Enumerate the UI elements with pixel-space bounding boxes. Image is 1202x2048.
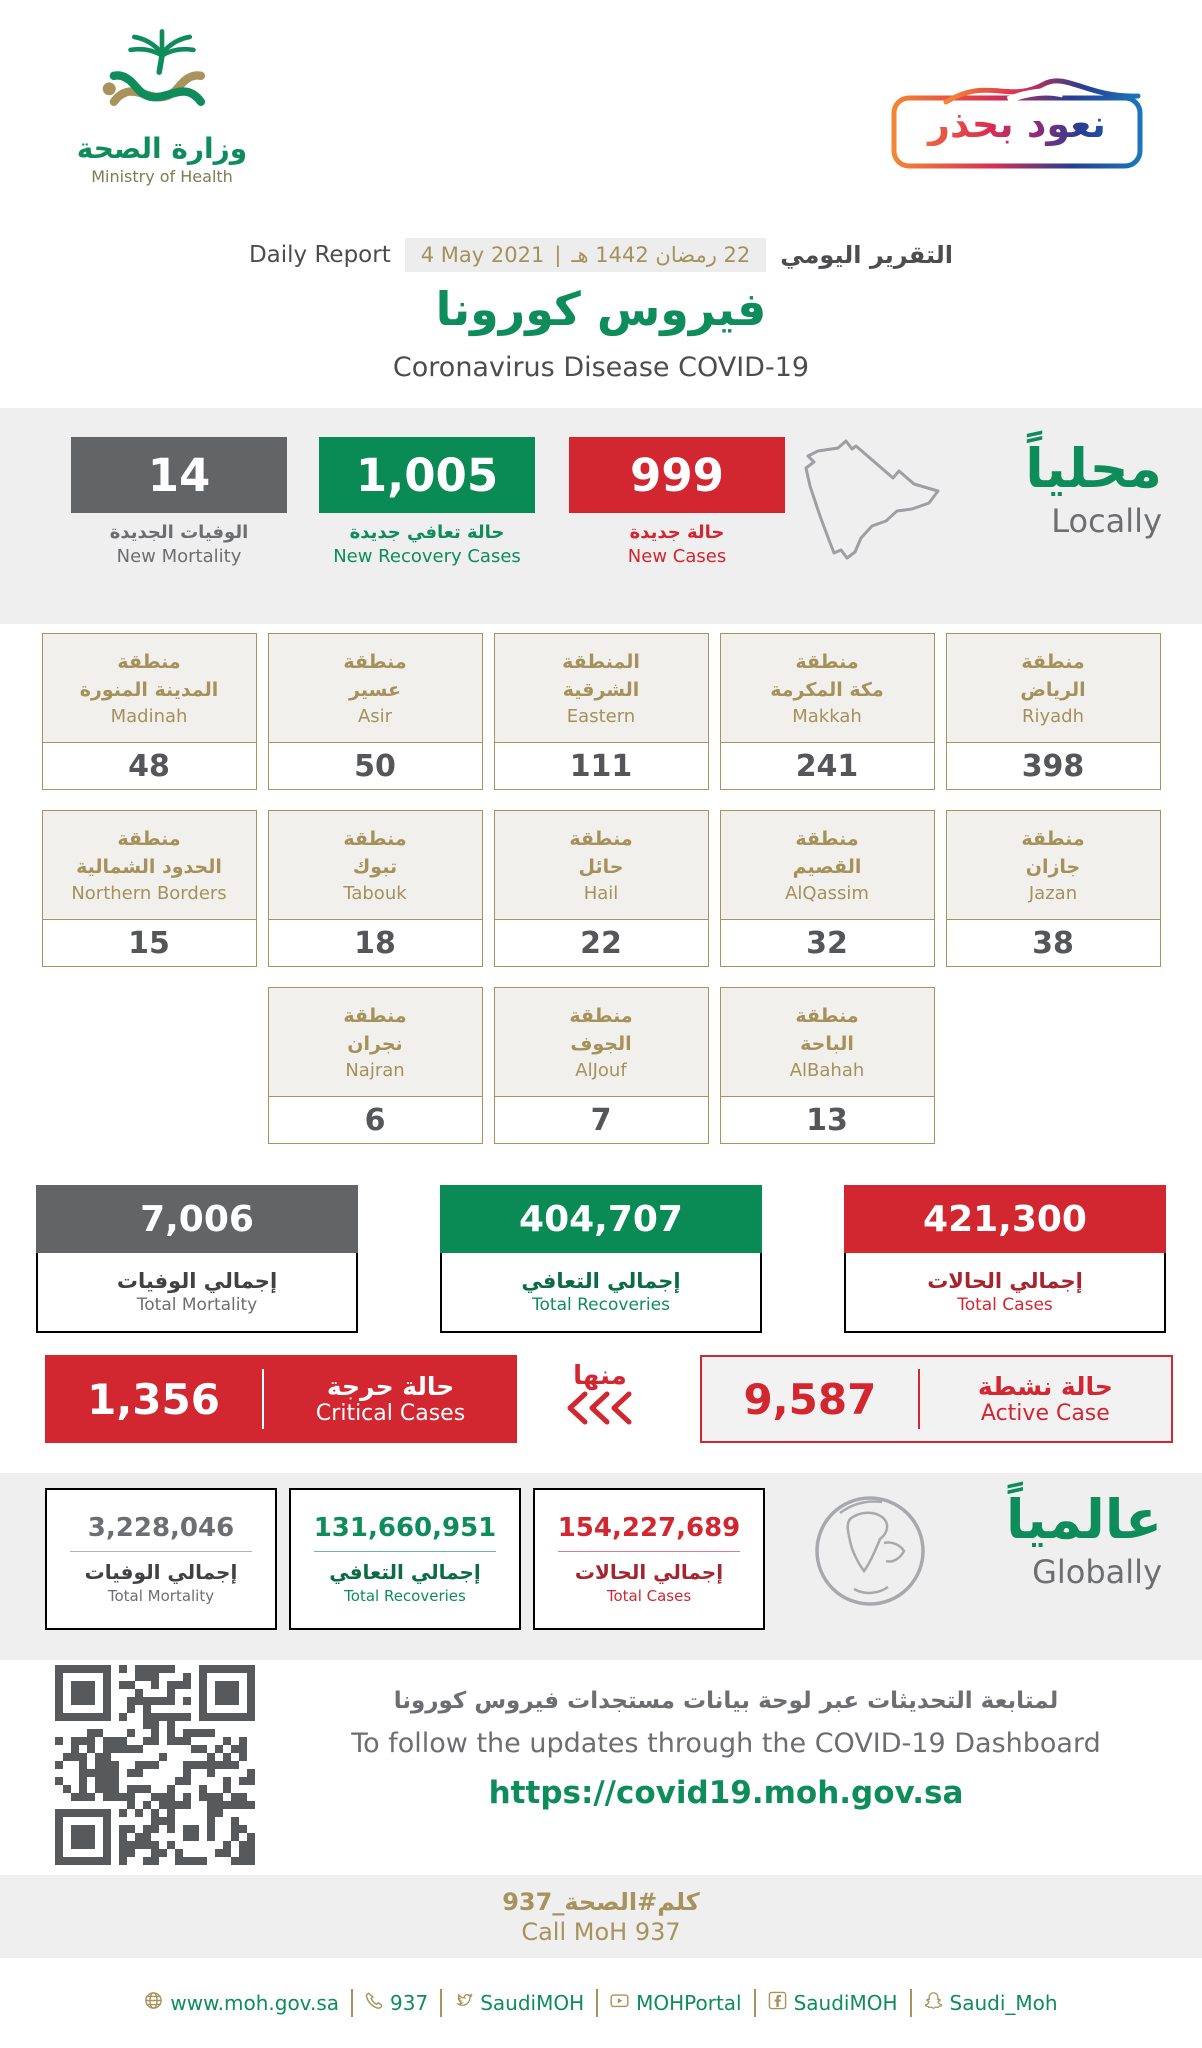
region-cases-value: 7 [495, 1096, 708, 1143]
of-which-label: منها [573, 1361, 627, 1391]
report-date-gregorian: 4 May 2021 [420, 243, 545, 267]
divider [440, 1989, 442, 2017]
globe-icon [144, 1991, 163, 2015]
new-cases-value: 999 [569, 437, 785, 513]
region-cases-value: 22 [495, 919, 708, 966]
region-name-ar: منطقة [795, 827, 859, 850]
dashboard-line-en: To follow the updates through the COVID-19 Dashboard [351, 1728, 1101, 1759]
divider [314, 1551, 496, 1552]
critical-cases-box [45, 1355, 517, 1443]
global-recoveries-label-ar: إجمالي التعافي [329, 1560, 481, 1584]
region-cases-value: 241 [721, 742, 934, 789]
region-name-ar2: مكة المكرمة [770, 678, 884, 701]
region-name-ar2: حائل [578, 855, 624, 878]
total-mortality-card [36, 1185, 358, 1333]
twitter-icon [454, 1991, 473, 2015]
stat-new-cases [569, 437, 785, 567]
global-recoveries-value: 131,660,951 [313, 1513, 497, 1543]
footer-link-facebook[interactable] [768, 1991, 898, 2015]
total-mortality-label-ar: إجمالي الوفيات [116, 1269, 278, 1293]
moh-palm-emblem-icon [97, 109, 227, 128]
call-moh-band [0, 1875, 1202, 1958]
new-cases-label-en: New Cases [627, 546, 727, 567]
total-mortality-label-en: Total Mortality [136, 1295, 258, 1315]
region-card-jazan [946, 810, 1161, 967]
region-cases-value: 13 [721, 1096, 934, 1143]
new-recoveries-label-ar: حالة تعافي جديدة [349, 522, 505, 543]
report-date-hijri: 22 رمضان 1442 هـ [571, 243, 751, 267]
stat-new-recoveries [319, 437, 535, 567]
divider [596, 1989, 598, 2017]
page-title-ar: فيروس كورونا [435, 282, 767, 336]
region-cases-value: 38 [947, 919, 1160, 966]
region-name-en: Madinah [110, 706, 188, 728]
region-name-ar: منطقة [795, 650, 859, 673]
new-mortality-value: 14 [71, 437, 287, 513]
region-cases-value: 6 [269, 1096, 482, 1143]
total-cases-label-en: Total Cases [957, 1295, 1053, 1315]
total-cases-value: 421,300 [844, 1185, 1166, 1253]
regions-row-1 [0, 633, 1202, 790]
region-name-en: Tabouk [343, 883, 407, 905]
region-card-najran [268, 987, 483, 1144]
new-recoveries-value: 1,005 [319, 437, 535, 513]
active-cases-value: 9,587 [743, 1374, 877, 1424]
region-name-ar: منطقة [569, 827, 633, 850]
total-recoveries-value: 404,707 [440, 1185, 762, 1253]
stat-new-mortality [71, 437, 287, 567]
region-cases-value: 15 [43, 919, 256, 966]
footer-link-label: Saudi_Moh [949, 1991, 1058, 2015]
region-card-hail [494, 810, 709, 967]
regions-grid [0, 633, 1202, 1144]
region-card-riyadh [946, 633, 1161, 790]
footer-contacts [0, 1958, 1202, 2048]
total-recoveries-card [440, 1185, 762, 1333]
regions-row-2 [0, 810, 1202, 967]
region-name-en: Eastern [566, 706, 636, 728]
region-card-albahah [720, 987, 935, 1144]
globally-section [0, 1473, 1202, 1660]
logo-title-en: Ministry of Health [91, 167, 233, 186]
footer-link-label: SaudiMOH [480, 1991, 585, 2015]
region-name-ar2: عسير [349, 678, 401, 701]
footer-link-snapchat[interactable] [924, 1991, 1058, 2015]
global-cases-value: 154,227,689 [557, 1513, 741, 1543]
region-name-en: AlQassim [785, 883, 869, 905]
phone-icon [365, 1991, 383, 2015]
global-cases-card [533, 1488, 765, 1630]
active-critical-row [0, 1355, 1202, 1443]
region-card-madinah [42, 633, 257, 790]
region-name-en: Najran [345, 1060, 405, 1082]
global-mortality-value: 3,228,046 [87, 1513, 235, 1543]
total-recoveries-label-ar: إجمالي التعافي [521, 1269, 681, 1293]
region-name-ar2: جازان [1025, 855, 1081, 878]
footer-link-website[interactable] [144, 1991, 339, 2015]
region-card-asir [268, 633, 483, 790]
divider [351, 1989, 353, 2017]
global-mortality-label-en: Total Mortality [107, 1587, 215, 1605]
region-card-aljouf [494, 987, 709, 1144]
of-which-connector [552, 1355, 648, 1443]
new-mortality-label-ar: الوفيات الجديدة [109, 522, 249, 543]
report-header-line [0, 238, 1202, 272]
region-cases-value: 48 [43, 742, 256, 789]
region-name-ar: منطقة [343, 1004, 407, 1027]
active-cases-label-en: Active Case [980, 1401, 1110, 1426]
global-mortality-label-ar: إجمالي الوفيات [84, 1560, 238, 1584]
region-name-en: Makkah [792, 706, 862, 728]
facebook-icon [768, 1991, 787, 2015]
locally-section [0, 408, 1202, 624]
moh-logo [62, 24, 262, 186]
footer-link-phone[interactable] [365, 1991, 428, 2015]
region-card-eastern [494, 633, 709, 790]
page-title-en: Coronavirus Disease COVID-19 [392, 352, 810, 383]
region-name-ar2: الحدود الشمالية [76, 855, 222, 878]
daily-report-label-en: Daily Report [248, 242, 391, 268]
region-card-northern-borders [42, 810, 257, 967]
region-cases-value: 32 [721, 919, 934, 966]
call-moh-en: Call MoH 937 [521, 1917, 681, 1946]
new-mortality-label-en: New Mortality [116, 546, 242, 567]
active-cases-label-ar: حالة نشطة [977, 1372, 1113, 1401]
global-recoveries-label-en: Total Recoveries [344, 1587, 466, 1605]
local-totals-row [0, 1185, 1202, 1333]
region-name-ar2: الباحة [800, 1032, 854, 1055]
dashboard-url-link[interactable]: https://covid19.moh.gov.sa [488, 1775, 964, 1811]
region-name-en: Northern Borders [71, 883, 227, 905]
divider [754, 1989, 756, 2017]
region-name-ar: منطقة [343, 650, 407, 673]
locally-title-en: Locally [1051, 502, 1162, 541]
call-moh-ar: كلم#الصحة_937 [502, 1887, 700, 1916]
footer-link-twitter[interactable] [454, 1991, 584, 2015]
new-cases-label-ar: حالة جديدة [629, 522, 725, 543]
region-name-ar2: القصيم [792, 855, 862, 878]
new-recoveries-label-en: New Recovery Cases [333, 546, 521, 567]
return-with-caution-badge [888, 58, 1146, 172]
qr-code [55, 1665, 255, 1869]
total-recoveries-label-en: Total Recoveries [532, 1295, 670, 1315]
divider [70, 1551, 252, 1552]
region-name-en: AlBahah [789, 1060, 865, 1082]
region-cases-value: 111 [495, 742, 708, 789]
logo-title-ar: وزارة الصحة [76, 132, 248, 165]
report-date-chip [405, 238, 767, 272]
total-cases-label-ar: إجمالي الحالات [927, 1269, 1083, 1293]
globe-icon [810, 1491, 930, 1615]
region-name-en: Hail [583, 883, 619, 905]
region-name-ar: منطقة [343, 827, 407, 850]
region-name-en: Asir [357, 706, 393, 728]
footer-link-label: SaudiMOH [793, 1991, 898, 2015]
region-cases-value: 50 [269, 742, 482, 789]
globally-title-en: Globally [1032, 1553, 1162, 1592]
critical-cases-value: 1,356 [87, 1374, 220, 1424]
region-card-alqassim [720, 810, 935, 967]
footer-link-label: MOHPortal [636, 1991, 742, 2015]
region-cases-value: 18 [269, 919, 482, 966]
region-name-ar: منطقة [1021, 650, 1085, 673]
global-recoveries-card [289, 1488, 521, 1630]
date-separator: | [554, 243, 562, 267]
region-name-ar2: الرياض [1020, 678, 1086, 701]
region-card-tabouk [268, 810, 483, 967]
region-name-en: Jazan [1028, 883, 1078, 905]
footer-link-label: 937 [390, 1991, 429, 2015]
globally-title [1006, 1489, 1162, 1591]
region-name-ar2: الشرقية [562, 678, 640, 701]
youtube-icon [610, 1991, 629, 2015]
region-name-ar: منطقة [1021, 827, 1085, 850]
region-name-ar: منطقة [569, 1004, 633, 1027]
footer-link-label: www.moh.gov.sa [170, 1991, 339, 2015]
global-cases-label-ar: إجمالي الحالات [574, 1560, 724, 1584]
global-cases-label-en: Total Cases [606, 1587, 692, 1605]
global-mortality-card [45, 1488, 277, 1630]
critical-cases-label-ar: حالة حرجة [326, 1372, 455, 1401]
saudi-arabia-map-icon [798, 436, 948, 572]
footer-link-youtube[interactable] [610, 1991, 742, 2015]
region-name-en: Riyadh [1021, 706, 1085, 728]
region-name-ar2: نجران [347, 1032, 403, 1055]
region-name-ar: المنطقة [562, 650, 640, 673]
region-card-makkah [720, 633, 935, 790]
triple-left-chevron-icon [565, 1391, 635, 1429]
region-name-ar: منطقة [117, 827, 181, 850]
snapchat-icon [924, 1991, 943, 2015]
badge-slogan: نعود بحذر [888, 102, 1146, 146]
total-cases-card [844, 1185, 1166, 1333]
dashboard-section [0, 1660, 1202, 1875]
region-cases-value: 398 [947, 742, 1160, 789]
region-name-ar: منطقة [795, 1004, 859, 1027]
region-name-ar: منطقة [117, 650, 181, 673]
active-cases-box [700, 1355, 1173, 1443]
locally-title [1025, 438, 1162, 540]
region-name-ar2: المدينة المنورة [79, 678, 219, 701]
locally-title-ar: محلياً [1025, 437, 1162, 500]
region-name-ar2: تبوك [352, 855, 398, 878]
region-name-ar2: الجوف [570, 1032, 632, 1055]
daily-report-label-ar: التقرير اليومي [780, 241, 954, 269]
region-name-en: AlJouf [575, 1060, 627, 1082]
globally-title-ar: عالمياً [1006, 1488, 1162, 1551]
divider [558, 1551, 740, 1552]
total-mortality-value: 7,006 [36, 1185, 358, 1253]
divider [910, 1989, 912, 2017]
dashboard-line-ar: لمتابعة التحديثات عبر لوحة بيانات مستجدات فيروس كورونا [393, 1688, 1059, 1714]
regions-row-3 [0, 987, 1202, 1144]
critical-cases-label-en: Critical Cases [315, 1401, 466, 1426]
